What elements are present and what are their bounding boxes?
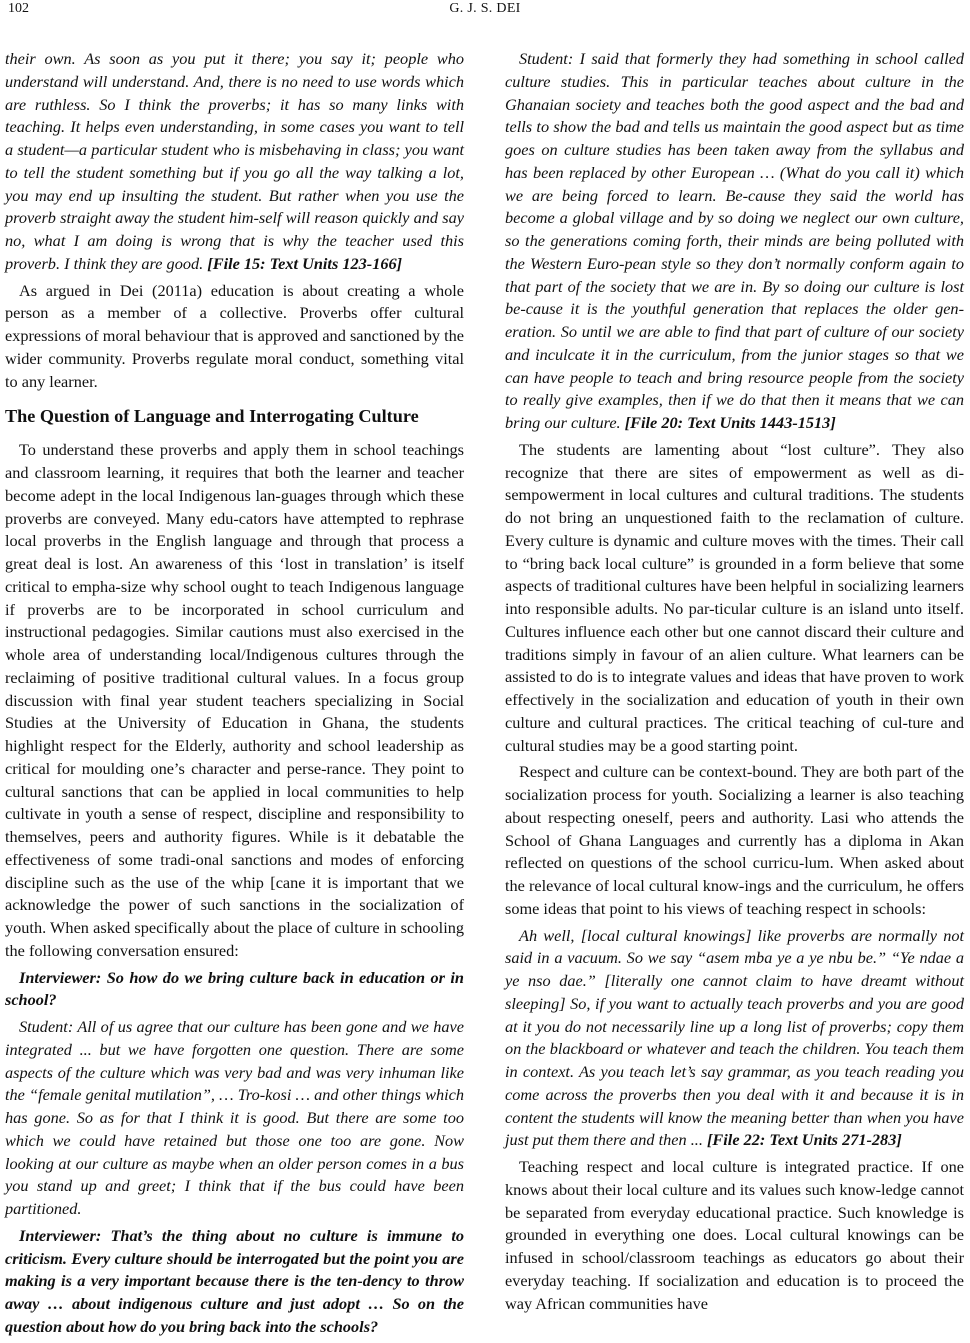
left-column: [5, 48, 464, 1343]
student-response: Student: All of us agree that our culture has been gone and we have integrated ... but we have forgotten one question. There are some aspects of the culture which was very bad and was very inhuman like the “female genital mutilation”, … Tro-kosi … and other things which has gone. So as for that I think it is good. But there are some too which we could have retained but those one too are gone. Now looking at our culture as maybe when an older person comes in a bus you stand up and greet; I think that if the bus could have been partitioned.: [5, 1017, 464, 1218]
quote-text: their own. As soon as you put it there; you say it; people who understand will understand. And, there is no need to use words which are ruthless. So I think the proverbs; it has so many links with teaching. It helps even understanding, in some cases you want to tell a student—a particular student who is misbehaving in class; you want to tell the student something but if you go all the way talking a lot, you may end up insulting the student. But rather when you use the proverb straight away the student him-self will reason quickly and say no, what I am doing is wrong that is why the teacher used this proverb. I think they are good.: [5, 49, 464, 273]
citation: [File 22: Text Units 271-283]: [707, 1130, 902, 1150]
quote-text: Ah well, [local cultural knowings] like proverbs are normally not said in a vacuum. So we say “asem mba ye a ye nbu be.” “Ye ndae a ye nso dae.” [literally one cannot claim to have dreamt without sleeping] So, if you want to actually teach proverbs and you are good at it you do not necessarily line up a long list of proverbs; copy them on the blackboard or whatever and teach the children. You teach them in context. As you teach let’s say grammar, as you teach reading you come across the proverbs then you deal with it and because it is in content the students will know the meaning better than when you have just put them there and then ...: [505, 925, 964, 1150]
running-head: G. J. S. DEI: [449, 1, 521, 16]
interview-quote: [505, 925, 964, 1153]
interview-quote: [5, 48, 464, 276]
citation: [File 20: Text Units 1443-1513]: [624, 413, 836, 432]
interviewer-question: Interviewer: That’s the thing about no culture is immune to criticism. Every culture should be interrogated but the point you are making is a very important because there is the ten-dency to throw away … about indigenous culture and just adopt … So on the question about how do you bring back into the schools?: [5, 1225, 464, 1336]
page-header: [0, 0, 970, 26]
student-response: [505, 48, 964, 435]
body-paragraph: To understand these proverbs and apply them in school teachings and classroom learning, it requires that both the learner and teacher become adept in the local Indigenous lan-guages through which these proverbs are conveyed. Many edu-cators have attempted to rephrase local proverbs in the English language and through that process a great deal is lost. An awareness of this ‘lost in translation’ is itself critical to empha-size why school ought to teach Indigenous language if proverbs are to be incorporated in school curriculum and instructional pedagogies. Similar cautions must also exercised in the whole area of understanding local/Indigenous cultures through the reclaiming of positive traditional cultural values. In a focus group discussion with final year student teachers specializing in Social Studies at the University of Education in Ghana, the students highlight respect for the Elderly, authority and school leadership as critical for moulding one’s character and perse-rance. They point to cultural sanctions that can be applied in local communities to help cultivate in youth a sense of respect, discipline and responsibility to themselves, peers and authority figures. While is it debatable the effectiveness of some tradi-onal sanctions and modes of enforcing discipline such as the use of the whip [cane it is important that we acknowledge the power of such sanctions in the socialization of youth. When asked specifically about the place of culture in schooling the following conversation ensured:: [5, 440, 464, 960]
body-paragraph: The students are lamenting about “lost culture”. They also recognize that there are sites of empowerment as well as di-sempowerment in local cultures and cultural traditions. The students do not bring an unquestioned faith to the reclamation of culture. Every culture is dynamic and culture moves with the times. Their call to “bring back local culture” is grounded in a form believe that some aspects of traditional cultures have been helpful in socializing learners into responsible adults. No par-ticular culture is an island unto itself. Cultures influence each other but one cannot discard their culture and traditions simply in favour of an alien culture. What learners can be assisted to do is to integrate values and ideas that have proven to work effectively in the socialization and education of youth in their own culture and cultural practices. The critical teaching of cul-ture and cultural studies may be a good starting point.: [505, 439, 964, 755]
body-paragraph: Respect and culture can be context-bound. They are both part of the socialization process for youth. Socializing a learner is also teaching about respecting oneself, peers and authority. Lasi who attends the School of Ghana Languages and currently has a diploma in Akan reflected on questions of the school curricu-lum. When asked about the relevance of local cultural know-ings and the curriculum, he offers some ideas that point to his views of teaching respect in schools:: [505, 762, 964, 918]
interviewer-question: Interviewer: So how do we bring culture back in education or in school?: [5, 967, 464, 1010]
right-column: [505, 48, 964, 1319]
body-paragraph: As argued in Dei (2011a) education is about creating a whole person as a member of a collective. Proverbs offer cultural expressions of moral behaviour that is approved and sanctioned by the wider community. Proverbs regulate moral conduct, something vital to any learner.: [5, 280, 464, 391]
student-response-text: Student: I said that formerly they had something in school called culture studies. This in particular teaches about culture in the Ghanaian society and teaches both the good aspect and the bad and tells to show the bad and tells us maintain the good aspect but as time goes on culture studies has been taken away from the syllabus and has been replaced by other European … (What do you call it) which we are being forced to learn. Be-cause they said the world has become a global village and by so doing we neglect our own culture, so the generations coming forth, their minds are being polluted with the Western Euro-pean style so they don’t normally conform again to that part of the society that we are in. By so doing our culture is lost be-cause it is the youthful generation that replaces the older gen-eration. So until we are able to find that part of culture of our society and inculcate it in the curriculum, from the junior stages so that we can have people to teach and bring resource people from the society to really give examples, then if we do that then it means that we can bring our culture.: [505, 49, 964, 432]
body-paragraph: Teaching respect and local culture is integrated practice. If one knows about their local culture and its values such know-ledge cannot be separated from everyday educational practice. Such knowledge is grounded in everything one does. Local cultural knowings can be infused in school/classroom teachings as educators go about their everyday teaching. If socialization and education is to proceed the way African communities have: [505, 1157, 964, 1313]
citation: [File 15: Text Units 123-166]: [207, 253, 403, 273]
section-heading: The Question of Language and Interrogating Culture: [5, 406, 419, 427]
page-number: 102: [8, 1, 29, 16]
